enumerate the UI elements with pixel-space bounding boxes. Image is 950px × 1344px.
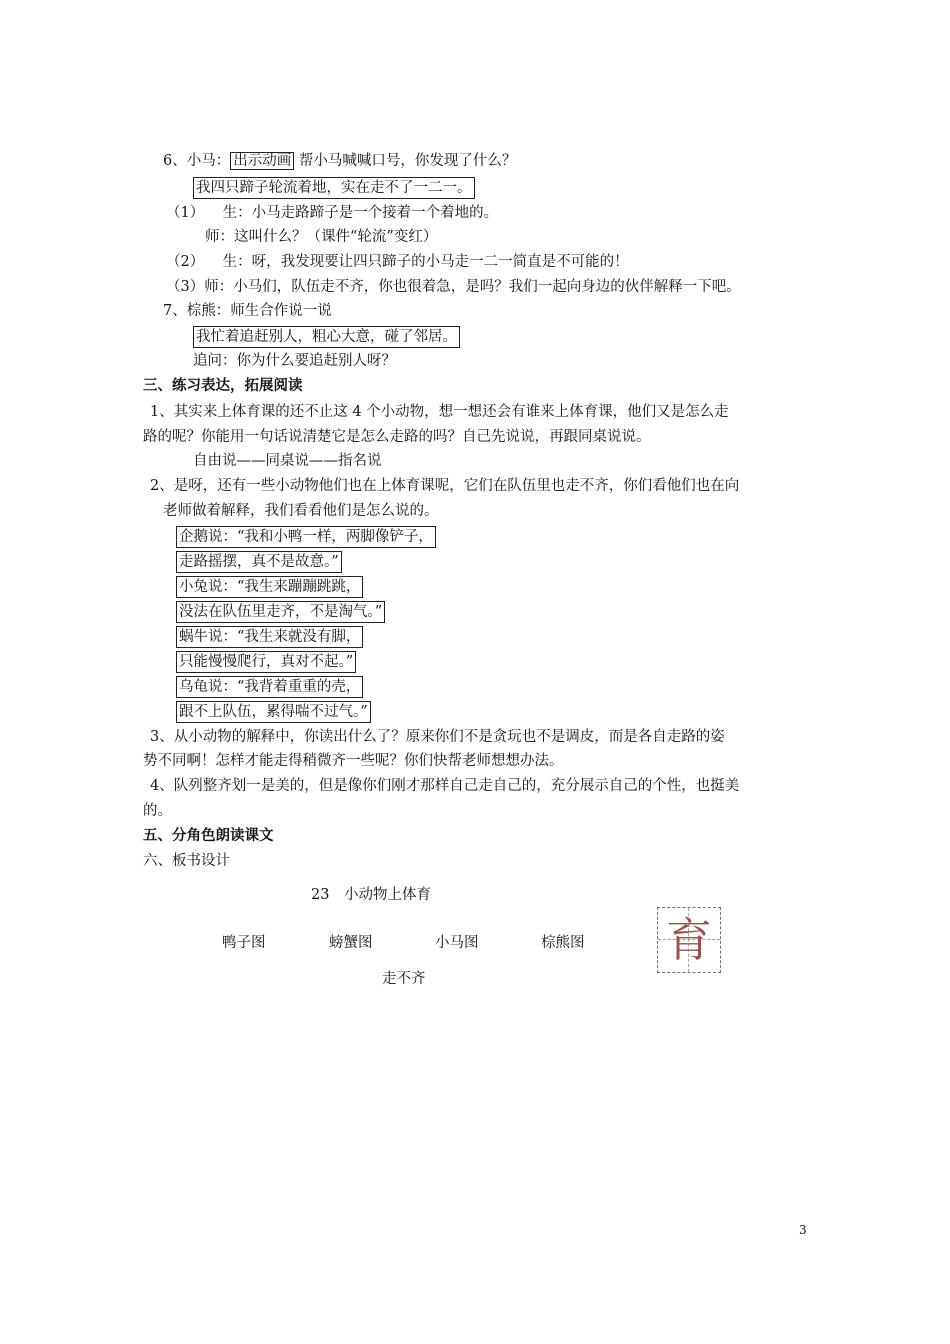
board-title: 23 小动物上体育 (311, 887, 431, 903)
s6-question: 帮小马喊喊口号，你发现了什么？ (298, 153, 517, 169)
s7-title: 7、棕熊：师生合作说一说 (163, 303, 332, 319)
board-item-horse: 小马图 (435, 935, 479, 951)
board-item-duck: 鸭子图 (222, 935, 266, 951)
poem-line: 蜗牛说：“我生来就没有脚， (176, 626, 363, 648)
sec3-p1c: 自由说——同桌说——指名说 (193, 453, 382, 469)
s6-boxed-action: 出示动画 (230, 152, 294, 170)
tian-character: 育 (666, 913, 712, 967)
poem-line: 跟不上队伍，累得喘不过气。” (176, 701, 371, 723)
s7-boxed-line: 我忙着追赶别人，粗心大意，碰了邻居。 (193, 326, 460, 348)
s6-intro: 6、小马： (163, 153, 231, 169)
s6-a2-text: 生：呀，我发现要让四只蹄子的小马走一二一简直是不可能的！ (222, 254, 629, 270)
poem-line: 乌龟说：“我背着重重的壳， (176, 676, 363, 698)
tian-grid-box (657, 907, 721, 973)
sec3-p3a: 3、从小动物的解释中，你读出什么了？原来你们不是贪玩也不是调皮，而是各自走路的姿 (150, 729, 725, 745)
poem-line: 小兔说：“我生来蹦蹦跳跳， (176, 576, 363, 598)
sec6-heading: 六、板书设计 (143, 853, 230, 869)
s6-boxed-line: 我四只蹄子轮流着地，实在走不了一二一。 (193, 177, 475, 199)
s6-a2-num: （2） (166, 254, 205, 270)
s7-followup: 追问：你为什么要追赶别人呀？ (193, 353, 396, 369)
s6-line (163, 151, 516, 171)
sec3-p2b: 老师做着解释，我们看看他们是怎么说的。 (163, 503, 439, 519)
sec3-p3b: 势不同啊！怎样才能走得稍微齐一些呢？你们快帮老师想想办法。 (143, 753, 564, 769)
sec3-p1b: 路的呢？你能用一句话说清楚它是怎么走路的吗？自己先说说，再跟同桌说说。 (143, 429, 651, 445)
board-item-crab: 螃蟹图 (329, 935, 373, 951)
sec3-p1a: 1、其实来上体育课的还不止这 4 个小动物，想一想还会有谁来上体育课，他们又是怎么走 (150, 404, 729, 420)
board-item-bear: 棕熊图 (541, 935, 585, 951)
sec3-heading: 三、练习表达，拓展阅读 (143, 378, 303, 394)
poem-line: 走路摇摆，真不是故意。” (176, 551, 342, 573)
poem-line: 没法在队伍里走齐，不是淘气。” (176, 601, 385, 623)
s6-a1-num: （1） (166, 205, 205, 221)
s6-teacher-line: 师：这叫什么？（课件“轮流”变红） (205, 229, 438, 245)
poem-line: 企鹅说：“我和小鸭一样，两脚像铲子， (176, 526, 436, 548)
sec3-p4a: 4、队列整齐划一是美的，但是像你们刚才那样自己走自己的，充分展示自己的个性，也挺美 (150, 778, 740, 794)
page-number: 3 (799, 1223, 807, 1237)
sec5-heading: 五、分角色朗读课文 (143, 828, 274, 844)
sec3-p2a: 2、是呀，还有一些小动物他们也在上体育课呢，它们在队伍里也走不齐，你们看他们也在向 (150, 478, 740, 494)
s6-answer-1 (166, 203, 498, 223)
s6-answer-2 (166, 252, 629, 272)
s6-a1-text: 生：小马走路蹄子是一个接着一个着地的。 (222, 205, 499, 221)
s6-answer-3: （3）师：小马们，队伍走不齐，你也很着急，是吗？我们一起向身边的伙伴解释一下吧。 (166, 279, 741, 295)
poem-line: 只能慢慢爬行，真对不起。” (176, 651, 356, 673)
board-bottom: 走不齐 (382, 971, 426, 987)
sec3-p4b: 的。 (143, 803, 172, 819)
